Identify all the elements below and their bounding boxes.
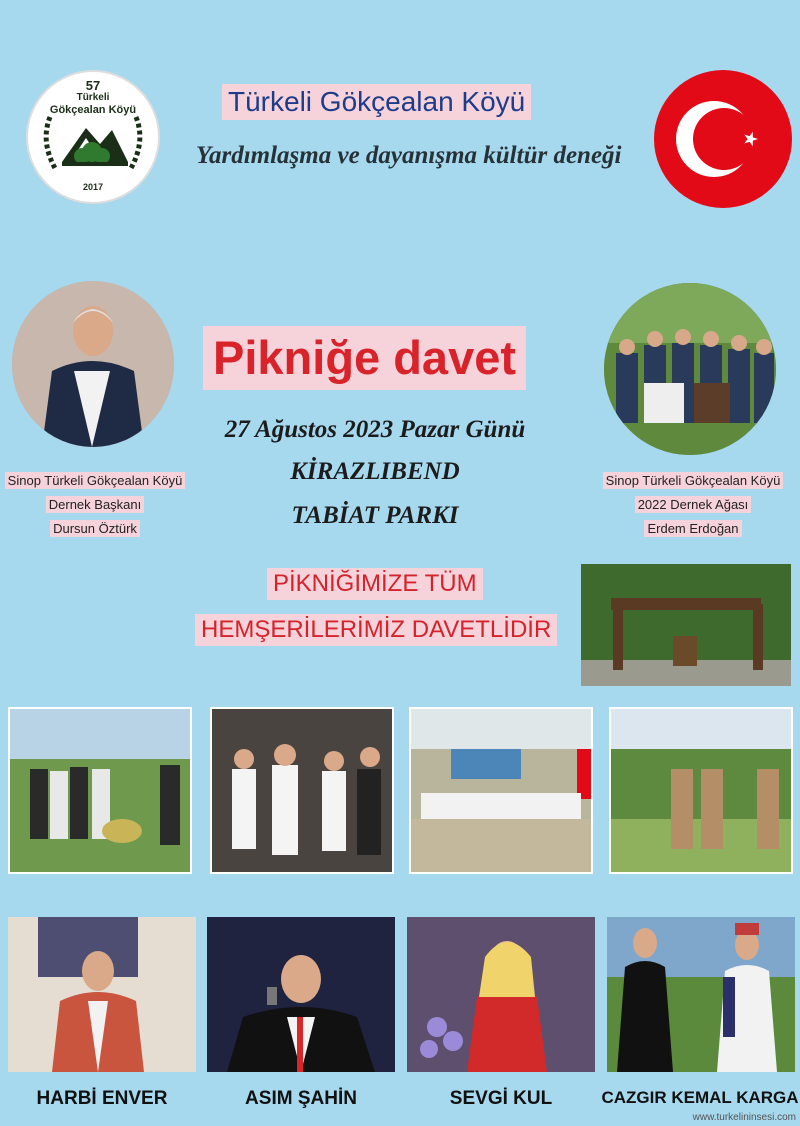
- event-headline: Pikniğe davet: [203, 326, 526, 390]
- president-line3: Dursun Öztürk: [50, 520, 140, 537]
- president-photo: [12, 281, 174, 447]
- artist-photo-cazgir-kemal-karga: [607, 917, 795, 1072]
- website-watermark: www.turkelininsesi.com: [692, 1112, 796, 1123]
- president-line2: Dernek Başkanı: [46, 496, 145, 513]
- agha-group-photo: [604, 283, 776, 455]
- picnic-photo-children: [210, 707, 394, 874]
- turkish-flag-icon: [654, 70, 792, 208]
- logo-line2: Gökçealan Köyü: [49, 104, 137, 116]
- artist-photo-harbi-enver: [8, 917, 196, 1072]
- logo-number: 57: [85, 78, 101, 93]
- agha-caption: [600, 469, 786, 541]
- association-subtitle: Yardımlaşma ve dayanışma kültür deneği: [196, 142, 622, 169]
- association-logo: [26, 70, 160, 204]
- president-caption: [0, 469, 190, 541]
- artist-name-3: SEVGİ KUL: [449, 1088, 553, 1109]
- event-place-line2: TABİAT PARKI: [291, 502, 459, 529]
- agha-line1: Sinop Türkeli Gökçealan Köyü: [603, 472, 784, 489]
- logo-line1: Türkeli: [76, 92, 110, 103]
- event-date: 27 Ağustos 2023 Pazar Günü: [224, 416, 526, 443]
- agha-line3: Erdem Erdoğan: [644, 520, 741, 537]
- artist-name-2: ASIM ŞAHİN: [245, 1088, 357, 1109]
- logo-year: 2017: [82, 182, 104, 192]
- park-entrance-photo: [581, 564, 791, 686]
- artist-photo-asim-sahin: [207, 917, 395, 1072]
- president-line1: Sinop Türkeli Gökçealan Köyü: [5, 472, 186, 489]
- invite-line1: PİKNİĞİMİZE TÜM: [267, 568, 483, 600]
- picnic-photo-cooking: [8, 707, 192, 874]
- event-place-line1: KİRAZLIBEND: [290, 458, 460, 485]
- artist-photo-sevgi-kul: [407, 917, 595, 1072]
- picnic-photo-sack-race: [609, 707, 793, 874]
- picnic-photo-group-flag: [409, 707, 593, 874]
- village-title: Türkeli Gökçealan Köyü: [222, 84, 531, 120]
- artist-name-4: CAZGIR KEMAL KARGA: [601, 1088, 799, 1107]
- artist-name-1: HARBİ ENVER: [36, 1088, 168, 1109]
- invite-line2: HEMŞERİLERİMİZ DAVETLİDİR: [195, 614, 557, 646]
- agha-line2: 2022 Dernek Ağası: [635, 496, 752, 513]
